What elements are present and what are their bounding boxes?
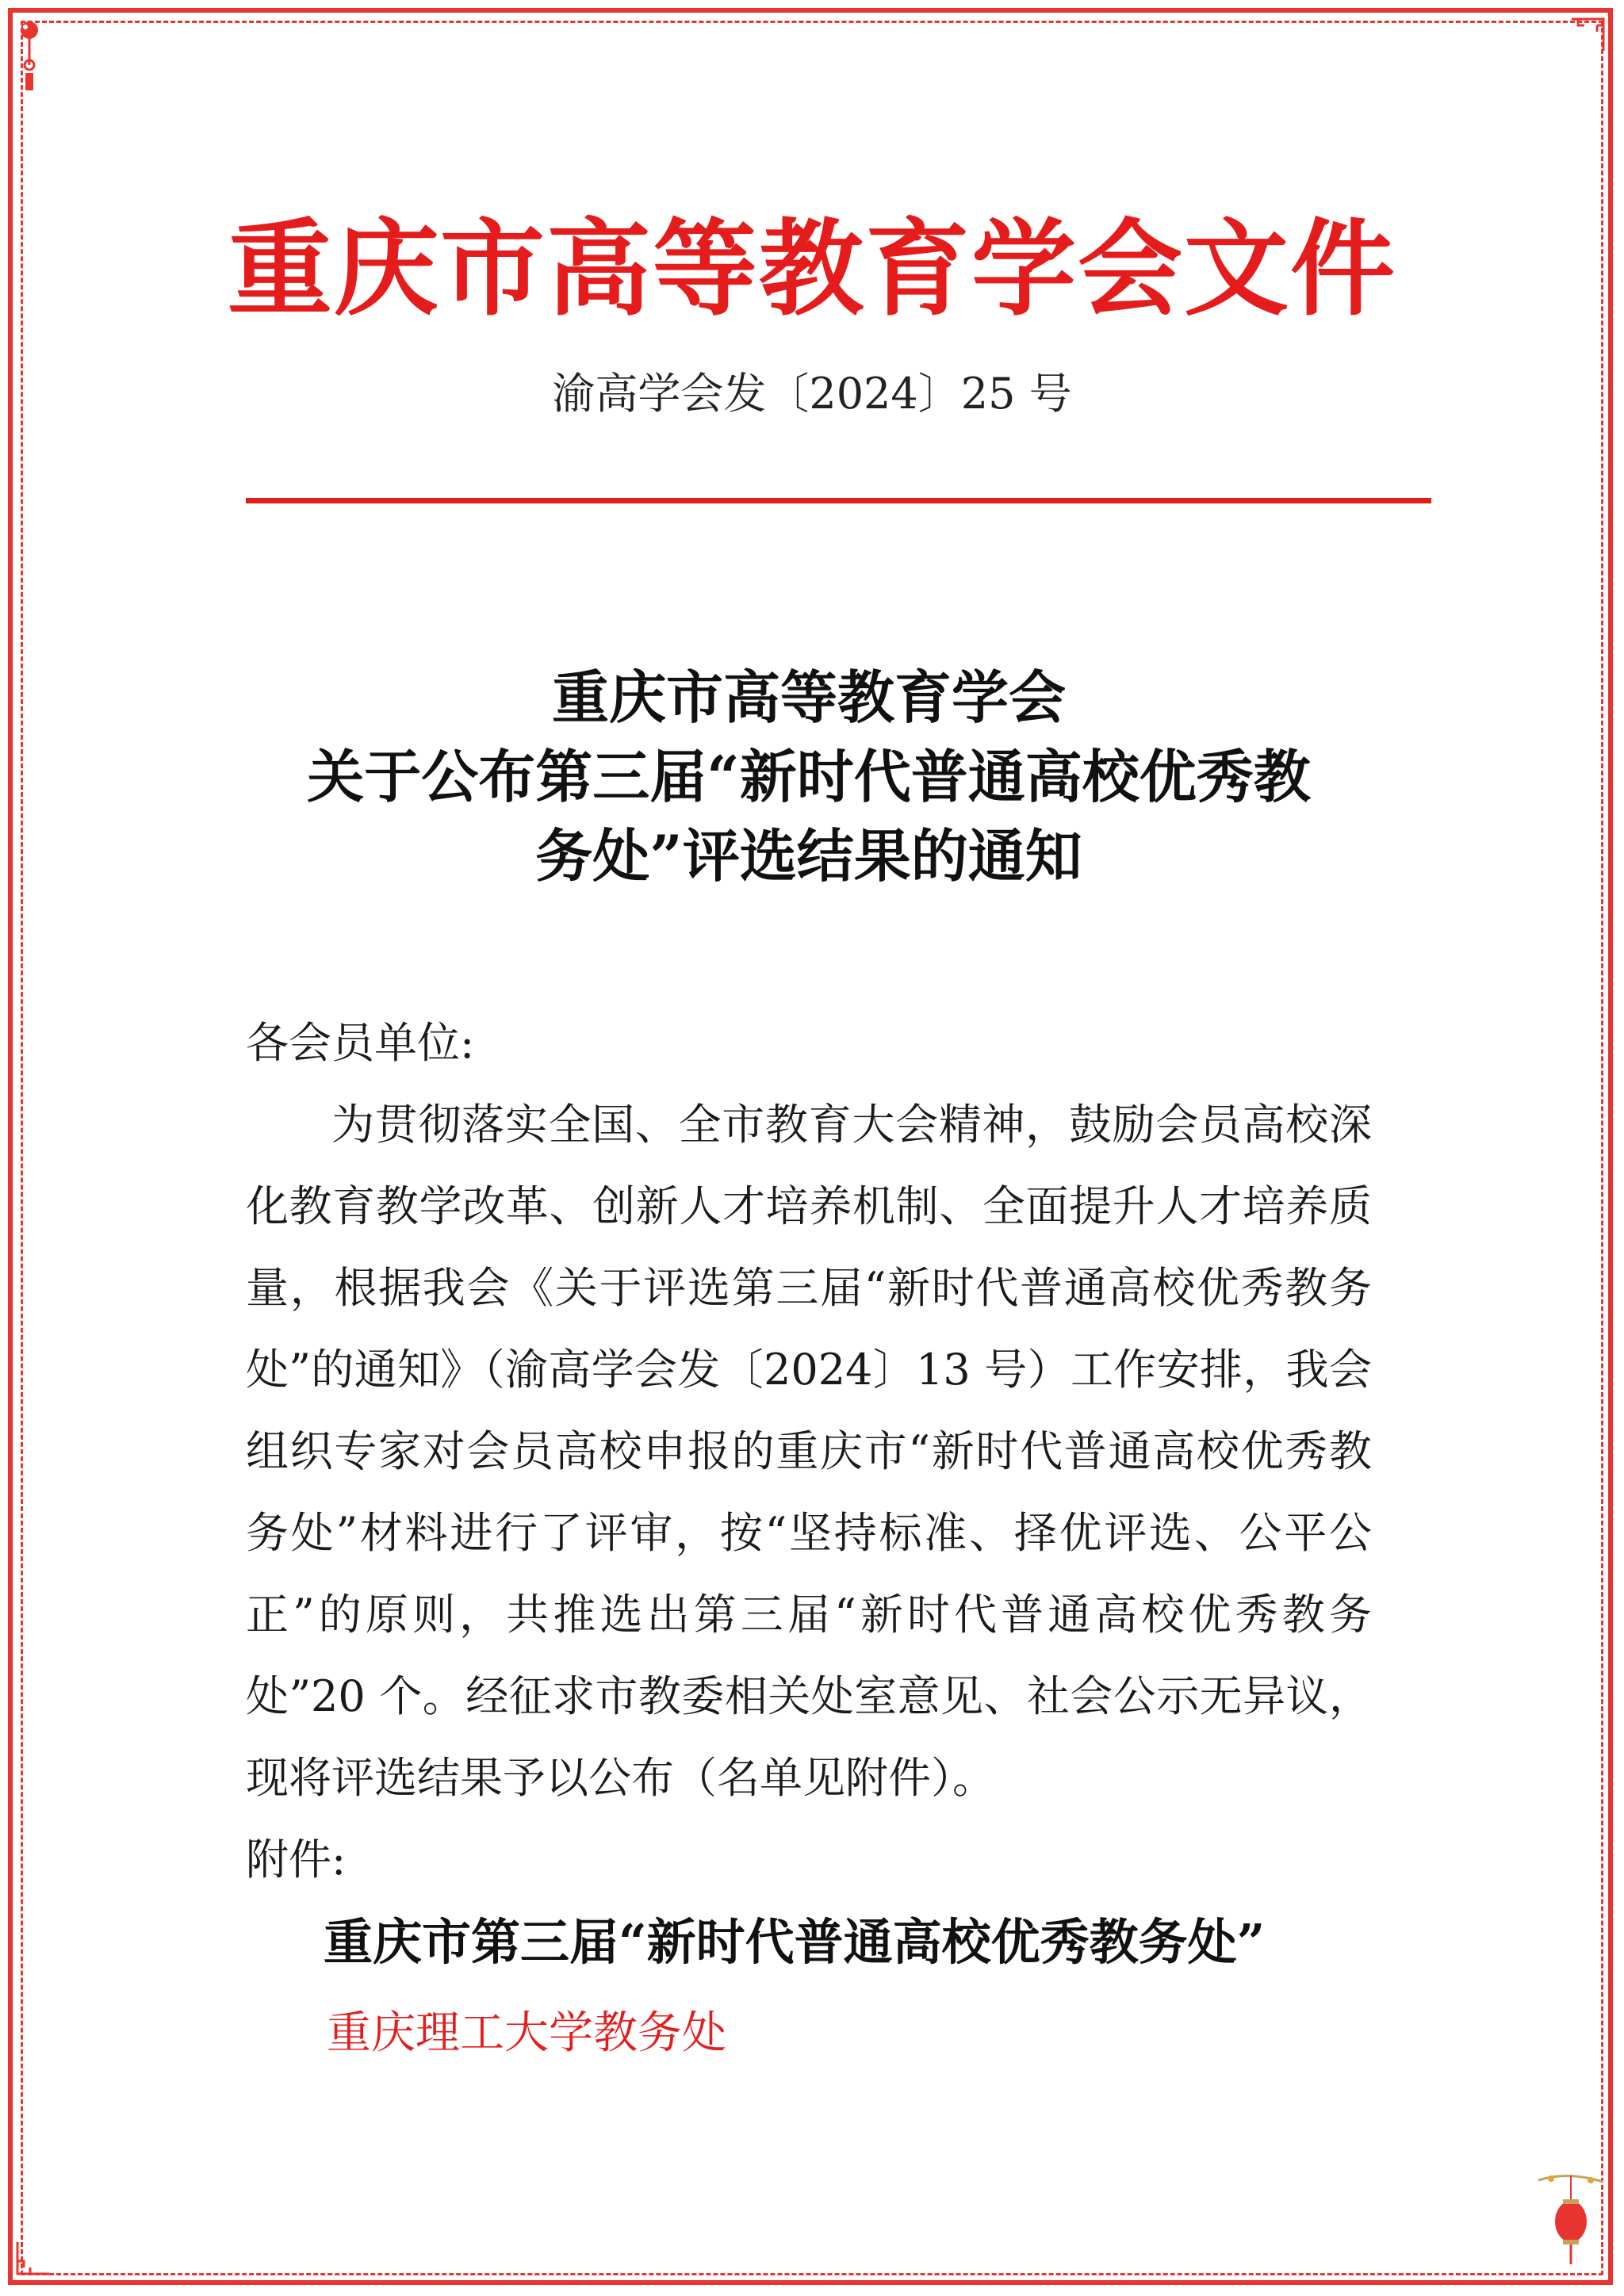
document-number: 渝高学会发〔2024〕25 号 (552, 369, 1072, 419)
salutation: 各会员单位: (246, 1018, 475, 1068)
squirrel-ornament-icon (16, 17, 43, 97)
red-divider (246, 498, 1431, 503)
document-header-title: 重庆市高等教育学会文件 (228, 208, 1396, 331)
attachment-heading: 重庆市第三届“新时代普通高校优秀教务处” (324, 1913, 1266, 1971)
notice-title (238, 658, 1380, 896)
honoree-name: 重庆理工大学教务处 (327, 2007, 726, 2059)
corner-pattern-icon (1568, 16, 1607, 57)
body-paragraph: 为贯彻落实全国、全市教育大会精神，鼓励会员高校深化教育教学改革、创新人才培养机制、全面提升人才培养质量，根据我会《关于评选第三届“新时代普通高校优秀教务处”的通知》（渝高学会发〔2024〕13 号）工作安排，我会组织专家对会员高校申报的重庆市“新时代普通高校优秀教务处”材料进行了评审，按“坚持标准、择优评选、公平公正”的原则，共推选出第三届“新时代普通高校优秀教务处”20 个。经征求市教委相关处室意见、社会公示无异议，现将评选结果予以公布（名单见附件）。 (246, 1100, 1372, 1803)
notice-title-line: 重庆市高等教育学会 (551, 664, 1066, 731)
notice-title-line: 关于公布第三届“新时代普通高校优秀教 (307, 743, 1311, 810)
notice-body (246, 1002, 1372, 1900)
notice-title-line: 务处”评选结果的通知 (535, 822, 1082, 890)
attachment-label: 附件: (246, 1835, 347, 1885)
corner-pattern-icon (14, 2239, 52, 2280)
lantern-ornament-icon (1535, 2164, 1607, 2279)
